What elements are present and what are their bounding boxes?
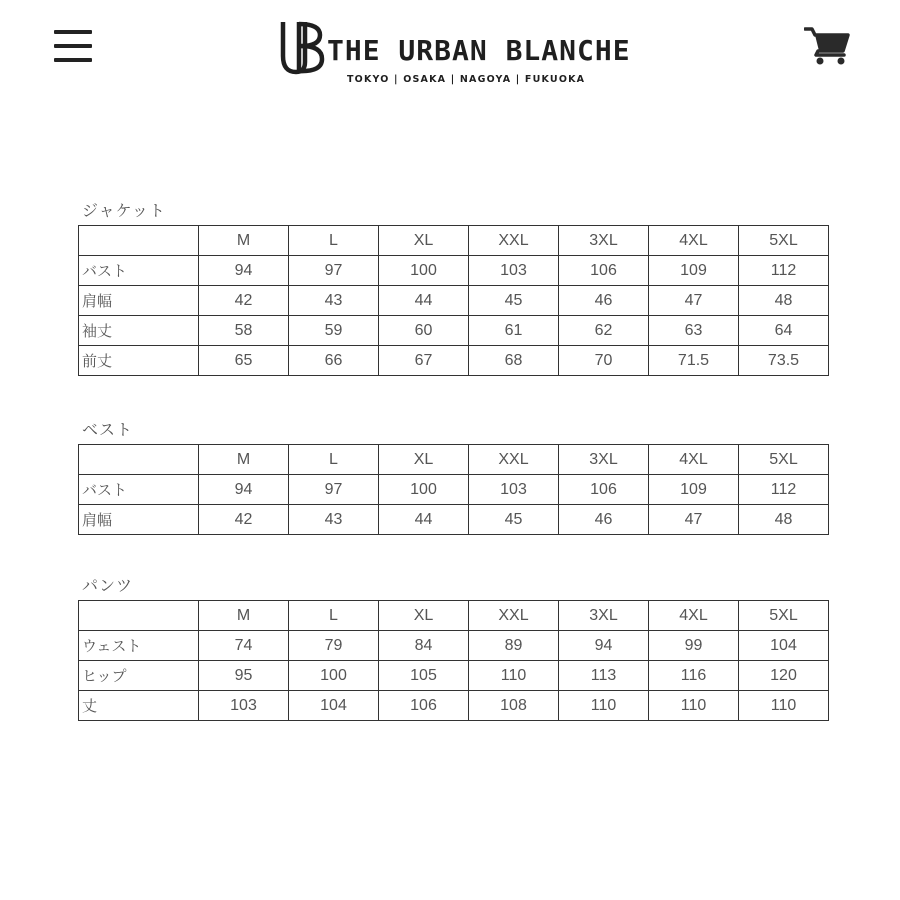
measurement-value: 42 bbox=[199, 286, 289, 316]
measurement-value: 79 bbox=[289, 631, 379, 661]
measurement-value: 94 bbox=[559, 631, 649, 661]
measurement-label: 肩幅 bbox=[79, 286, 199, 316]
measurement-value: 110 bbox=[559, 691, 649, 721]
measurement-value: 59 bbox=[289, 316, 379, 346]
measurement-value: 46 bbox=[559, 286, 649, 316]
measurement-value: 110 bbox=[739, 691, 829, 721]
size-header-cell: M bbox=[199, 445, 289, 475]
measurement-value: 110 bbox=[649, 691, 739, 721]
measurement-value: 71.5 bbox=[649, 346, 739, 376]
table-row bbox=[79, 691, 829, 721]
measurement-value: 66 bbox=[289, 346, 379, 376]
table-row bbox=[79, 286, 829, 316]
table-corner-cell bbox=[79, 601, 199, 631]
table-row bbox=[79, 346, 829, 376]
size-header-cell: 4XL bbox=[649, 601, 739, 631]
size-header-cell: M bbox=[199, 226, 289, 256]
table-row bbox=[79, 256, 829, 286]
table-row bbox=[79, 661, 829, 691]
measurement-value: 47 bbox=[649, 505, 739, 535]
brand-cities: TOKYO | OSAKA | NAGOYA | FUKUOKA bbox=[347, 74, 586, 85]
measurement-value: 116 bbox=[649, 661, 739, 691]
measurement-value: 48 bbox=[739, 505, 829, 535]
size-table-jacket bbox=[78, 225, 829, 376]
measurement-value: 112 bbox=[739, 256, 829, 286]
measurement-value: 94 bbox=[199, 475, 289, 505]
measurement-value: 110 bbox=[469, 661, 559, 691]
measurement-value: 70 bbox=[559, 346, 649, 376]
section-title-jacket: ジャケット bbox=[82, 201, 166, 220]
measurement-value: 105 bbox=[379, 661, 469, 691]
size-header-cell: XL bbox=[379, 226, 469, 256]
table-header-row bbox=[79, 226, 829, 256]
measurement-value: 64 bbox=[739, 316, 829, 346]
hamburger-menu-icon[interactable] bbox=[54, 30, 92, 64]
size-header-cell: L bbox=[289, 445, 379, 475]
table-corner-cell bbox=[79, 226, 199, 256]
measurement-value: 84 bbox=[379, 631, 469, 661]
table-row bbox=[79, 475, 829, 505]
shopping-cart-icon[interactable] bbox=[804, 26, 850, 66]
size-header-cell: 5XL bbox=[739, 601, 829, 631]
measurement-label: 丈 bbox=[79, 691, 199, 721]
measurement-value: 109 bbox=[649, 256, 739, 286]
size-header-cell: 4XL bbox=[649, 445, 739, 475]
measurement-value: 45 bbox=[469, 286, 559, 316]
measurement-value: 73.5 bbox=[739, 346, 829, 376]
measurement-value: 103 bbox=[469, 256, 559, 286]
brand-logo[interactable] bbox=[280, 18, 631, 85]
measurement-label: ウェスト bbox=[79, 631, 199, 661]
measurement-value: 104 bbox=[289, 691, 379, 721]
size-header-cell: XL bbox=[379, 601, 469, 631]
menu-bar bbox=[54, 44, 92, 48]
table-corner-cell bbox=[79, 445, 199, 475]
measurement-value: 113 bbox=[559, 661, 649, 691]
table-row bbox=[79, 316, 829, 346]
size-table-vest bbox=[78, 444, 829, 535]
measurement-value: 103 bbox=[469, 475, 559, 505]
measurement-value: 100 bbox=[379, 475, 469, 505]
measurement-value: 46 bbox=[559, 505, 649, 535]
size-header-cell: 5XL bbox=[739, 226, 829, 256]
table-header-row bbox=[79, 601, 829, 631]
measurement-value: 68 bbox=[469, 346, 559, 376]
measurement-value: 89 bbox=[469, 631, 559, 661]
measurement-value: 104 bbox=[739, 631, 829, 661]
ub-monogram-icon bbox=[280, 18, 326, 76]
measurement-value: 61 bbox=[469, 316, 559, 346]
brand-name: THE URBAN BLANCHE bbox=[327, 34, 631, 67]
measurement-value: 48 bbox=[739, 286, 829, 316]
measurement-value: 99 bbox=[649, 631, 739, 661]
measurement-label: 前丈 bbox=[79, 346, 199, 376]
measurement-value: 44 bbox=[379, 286, 469, 316]
size-header-cell: XXL bbox=[469, 226, 559, 256]
size-header-cell: M bbox=[199, 601, 289, 631]
size-header-cell: 3XL bbox=[559, 601, 649, 631]
size-header-cell: L bbox=[289, 601, 379, 631]
size-header-cell: XXL bbox=[469, 445, 559, 475]
size-header-cell: 3XL bbox=[559, 445, 649, 475]
table-row bbox=[79, 505, 829, 535]
measurement-value: 100 bbox=[289, 661, 379, 691]
size-header-cell: 3XL bbox=[559, 226, 649, 256]
measurement-value: 43 bbox=[289, 286, 379, 316]
size-table-pants bbox=[78, 600, 829, 721]
section-title-pants: パンツ bbox=[82, 576, 134, 595]
measurement-value: 65 bbox=[199, 346, 289, 376]
size-header-cell: XXL bbox=[469, 601, 559, 631]
measurement-value: 44 bbox=[379, 505, 469, 535]
measurement-label: ヒップ bbox=[79, 661, 199, 691]
measurement-value: 106 bbox=[559, 475, 649, 505]
measurement-value: 106 bbox=[379, 691, 469, 721]
measurement-value: 62 bbox=[559, 316, 649, 346]
size-header-cell: 4XL bbox=[649, 226, 739, 256]
measurement-value: 58 bbox=[199, 316, 289, 346]
measurement-label: 袖丈 bbox=[79, 316, 199, 346]
size-header-cell: 5XL bbox=[739, 445, 829, 475]
measurement-value: 43 bbox=[289, 505, 379, 535]
measurement-value: 112 bbox=[739, 475, 829, 505]
measurement-label: 肩幅 bbox=[79, 505, 199, 535]
measurement-value: 63 bbox=[649, 316, 739, 346]
site-header bbox=[0, 0, 900, 100]
measurement-label: バスト bbox=[79, 475, 199, 505]
measurement-value: 120 bbox=[739, 661, 829, 691]
size-header-cell: L bbox=[289, 226, 379, 256]
measurement-value: 100 bbox=[379, 256, 469, 286]
menu-bar bbox=[54, 30, 92, 34]
size-header-cell: XL bbox=[379, 445, 469, 475]
measurement-value: 94 bbox=[199, 256, 289, 286]
measurement-value: 106 bbox=[559, 256, 649, 286]
measurement-value: 47 bbox=[649, 286, 739, 316]
measurement-value: 45 bbox=[469, 505, 559, 535]
section-title-vest: ベスト bbox=[82, 420, 134, 439]
measurement-value: 60 bbox=[379, 316, 469, 346]
measurement-value: 109 bbox=[649, 475, 739, 505]
table-header-row bbox=[79, 445, 829, 475]
measurement-value: 42 bbox=[199, 505, 289, 535]
measurement-value: 97 bbox=[289, 475, 379, 505]
measurement-value: 108 bbox=[469, 691, 559, 721]
measurement-label: バスト bbox=[79, 256, 199, 286]
measurement-value: 95 bbox=[199, 661, 289, 691]
measurement-value: 97 bbox=[289, 256, 379, 286]
table-row bbox=[79, 631, 829, 661]
measurement-value: 103 bbox=[199, 691, 289, 721]
measurement-value: 74 bbox=[199, 631, 289, 661]
measurement-value: 67 bbox=[379, 346, 469, 376]
menu-bar bbox=[54, 58, 92, 62]
